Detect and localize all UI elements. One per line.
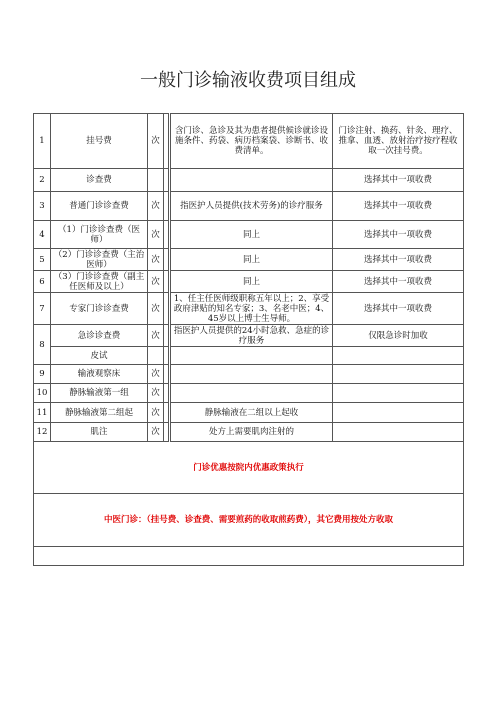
item-note: 选择其中一项收费 [333,169,464,192]
item-description: 同上 [170,249,333,271]
row-number: 4 [34,221,51,249]
item-unit: 次 [148,249,164,271]
item-unit: 次 [148,423,164,442]
item-name: 静脉输液第二组起 [51,403,148,423]
item-name: 肌注 [51,423,148,442]
item-description [170,347,333,365]
item-name: （2）门诊诊查费（主治医师） [51,249,148,271]
item-unit: 次 [148,114,164,169]
row-number: 10 [34,384,51,403]
row-number: 11 [34,403,51,423]
item-unit: 次 [148,384,164,403]
row-number: 12 [34,423,51,442]
row-number: 6 [34,271,51,293]
item-unit [148,169,164,192]
item-description: 同上 [170,271,333,293]
policy-row [34,442,464,494]
item-name: 皮试 [51,347,148,365]
tcm-clinic-note: 中医门诊：（挂号费、诊查费、需要煎药的收取煎药费），其它费用按处方收取 [34,494,464,547]
discount-policy: 门诊优惠按院内优惠政策执行 [34,442,464,494]
item-note [333,365,464,384]
row-number: 7 [34,293,51,325]
table-row [34,249,464,271]
blank-row [34,547,464,566]
item-unit: 次 [148,365,164,384]
item-note [333,423,464,442]
item-description [170,384,333,403]
item-name: （1）门诊诊查费（医师） [51,221,148,249]
item-note: 选择其中一项收费 [333,293,464,325]
item-name: 专家门诊诊查费 [51,293,148,325]
item-note: 选择其中一项收费 [333,249,464,271]
item-note: 仅限急诊时加收 [333,325,464,347]
item-description: 处方上需要肌肉注射的 [170,423,333,442]
item-note: 选择其中一项收费 [333,221,464,249]
blank-cell [34,547,464,566]
item-note [333,347,464,365]
item-note [333,403,464,423]
item-unit: 次 [148,192,164,221]
table-row [34,192,464,221]
table-row [34,365,464,384]
item-name: 诊查费 [51,169,148,192]
item-name: 静脉输液第一组 [51,384,148,403]
item-note: 选择其中一项收费 [333,271,464,293]
item-unit: 次 [148,271,164,293]
row-number: 2 [34,169,51,192]
table-row [34,347,464,365]
row-number: 1 [34,114,51,169]
table-row [34,325,464,347]
item-name: 普通门诊诊查费 [51,192,148,221]
item-name: 挂号费 [51,114,148,169]
item-description: 指医护人员提供(技术劳务)的诊疗服务 [170,192,333,221]
item-description: 静脉输液在二组以上起收 [170,403,333,423]
item-unit: 次 [148,325,164,347]
item-unit: 次 [148,403,164,423]
table-row [34,384,464,403]
item-name: （3）门诊诊查费（副主任医师及以上） [51,271,148,293]
row-number: 8 [34,325,51,365]
item-note: 门诊注射、换药、针灸、理疗、推拿、血透、放射治疗按疗程收取一次挂号费。 [333,114,464,169]
table-row [34,271,464,293]
item-note [333,384,464,403]
table-row [34,169,464,192]
row-number: 5 [34,249,51,271]
item-description [170,169,333,192]
item-description: 含门诊、急诊及其为患者提供候诊就诊设施条件、药袋、病历档案袋、诊断书、收费清单。 [170,114,333,169]
item-name: 急诊诊查费 [51,325,148,347]
fee-table [33,113,464,566]
page-title: 一般门诊输液收费项目组成 [140,70,356,91]
item-note: 选择其中一项收费 [333,192,464,221]
item-description: 指医护人员提供的24小时急救、急症的诊疗服务 [170,325,333,347]
table-row [34,221,464,249]
item-unit: 次 [148,293,164,325]
item-description [170,365,333,384]
item-name: 输液观察床 [51,365,148,384]
table-row [34,293,464,325]
table-row [34,114,464,169]
table-row [34,423,464,442]
item-unit [148,347,164,365]
table-row [34,403,464,423]
tcm-row [34,494,464,547]
item-description: 1、任主任医师级职称五年以上；2、享受政府津贴的知名专家；3、名老中医；4、45岁以上博士生导师。 [170,293,333,325]
item-unit: 次 [148,221,164,249]
row-number: 9 [34,365,51,384]
item-description: 同上 [170,221,333,249]
row-number: 3 [34,192,51,221]
